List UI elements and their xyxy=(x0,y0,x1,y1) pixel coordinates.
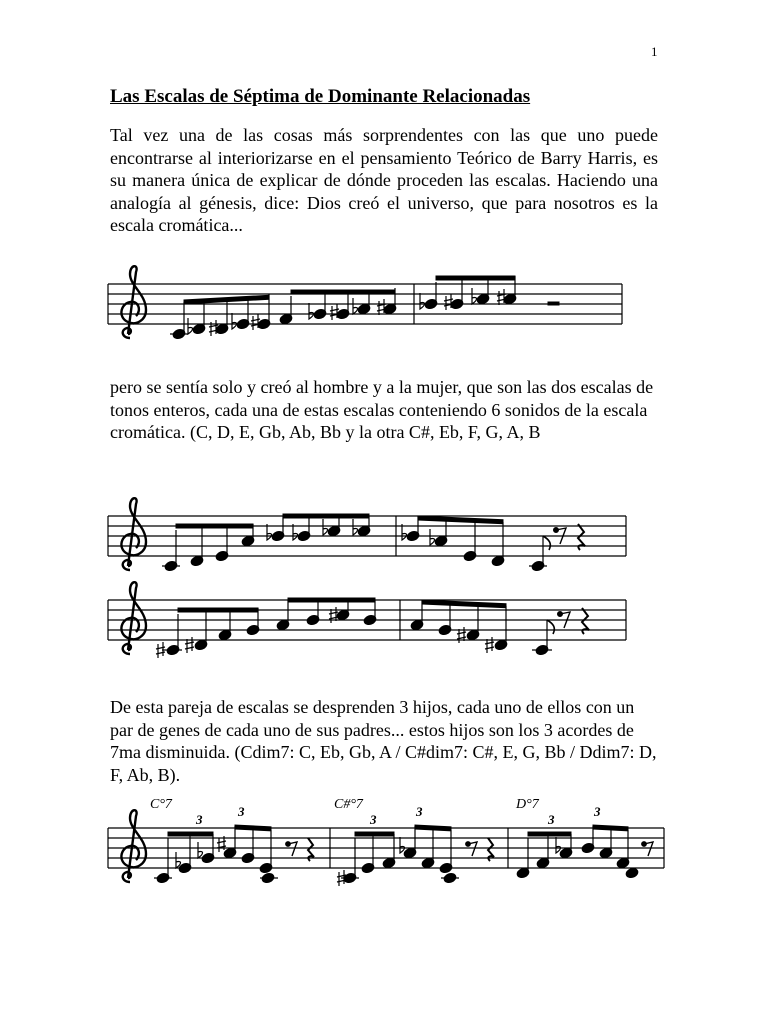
accidentals xyxy=(267,519,435,545)
chromatic-scale-staff xyxy=(108,268,628,344)
whole-tone-scale-1-staff xyxy=(108,506,632,572)
whole-tone-1-notes xyxy=(162,514,585,572)
paragraph-chromatic: Tal vez una de las cosas más sorprendentes con las que uno puede encontrarse al interiorizarse en el pensamiento Teórico de Barry Harris, es su manera única de explicar de dónde proceden las escalas. Haciendo una analogía al génesis, dice: Dios creó el universo, que para nosotros es la escala cromática... xyxy=(110,125,658,236)
whole-tone-scale-2-staff xyxy=(108,590,632,662)
page-title: Las Escalas de Séptima de Dominante Relacionadas xyxy=(110,86,531,107)
diminished-notes xyxy=(154,825,653,884)
diminished-chords-staff xyxy=(108,794,668,884)
treble-clef-icon xyxy=(121,266,146,338)
tuplet-mark: 3 xyxy=(594,804,601,819)
tuplet-mark: 3 xyxy=(196,812,203,827)
treble-clef-icon xyxy=(121,582,146,654)
tuplet-mark: 3 xyxy=(370,812,377,827)
whole-tone-2-notes xyxy=(162,598,589,656)
page-number: 1 xyxy=(651,44,658,59)
chromatic-notes xyxy=(170,276,559,340)
tuplet-marks xyxy=(195,804,601,827)
chord-label-c-dim7: C°7 xyxy=(150,797,172,812)
treble-clef-icon xyxy=(121,810,146,882)
paragraph-diminished: De esta pareja de escalas se desprenden 3 hijos, cada uno de ellos con un par de genes de cada uno de sus padres... estos hijos son los 3 acordes de 7ma disminuida. (Cdim7: C, Eb, Gb, A / C#dim7: C#, E, G, Bb / Ddim7: D, F, Ab, B). xyxy=(110,697,657,785)
tuplet-mark: 3 xyxy=(238,804,245,819)
treble-clef-icon xyxy=(121,498,146,570)
accidentals xyxy=(176,836,561,886)
chord-label-c-sharp-dim7: C#°7 xyxy=(334,797,363,812)
tuplet-mark: 3 xyxy=(416,804,423,819)
paragraph-whole-tone: pero se sentía solo y creó al hombre y a la mujer, que son las dos escalas de tonos enteros, cada una de estas escalas conteniendo 6 sonidos de la escala cromática. (C, D, E, Gb, Ab, Bb y la otra C#, Eb, F, G, A, B xyxy=(110,377,654,443)
chord-label-d-dim7: D°7 xyxy=(516,797,539,812)
tuplet-mark: 3 xyxy=(548,812,555,827)
